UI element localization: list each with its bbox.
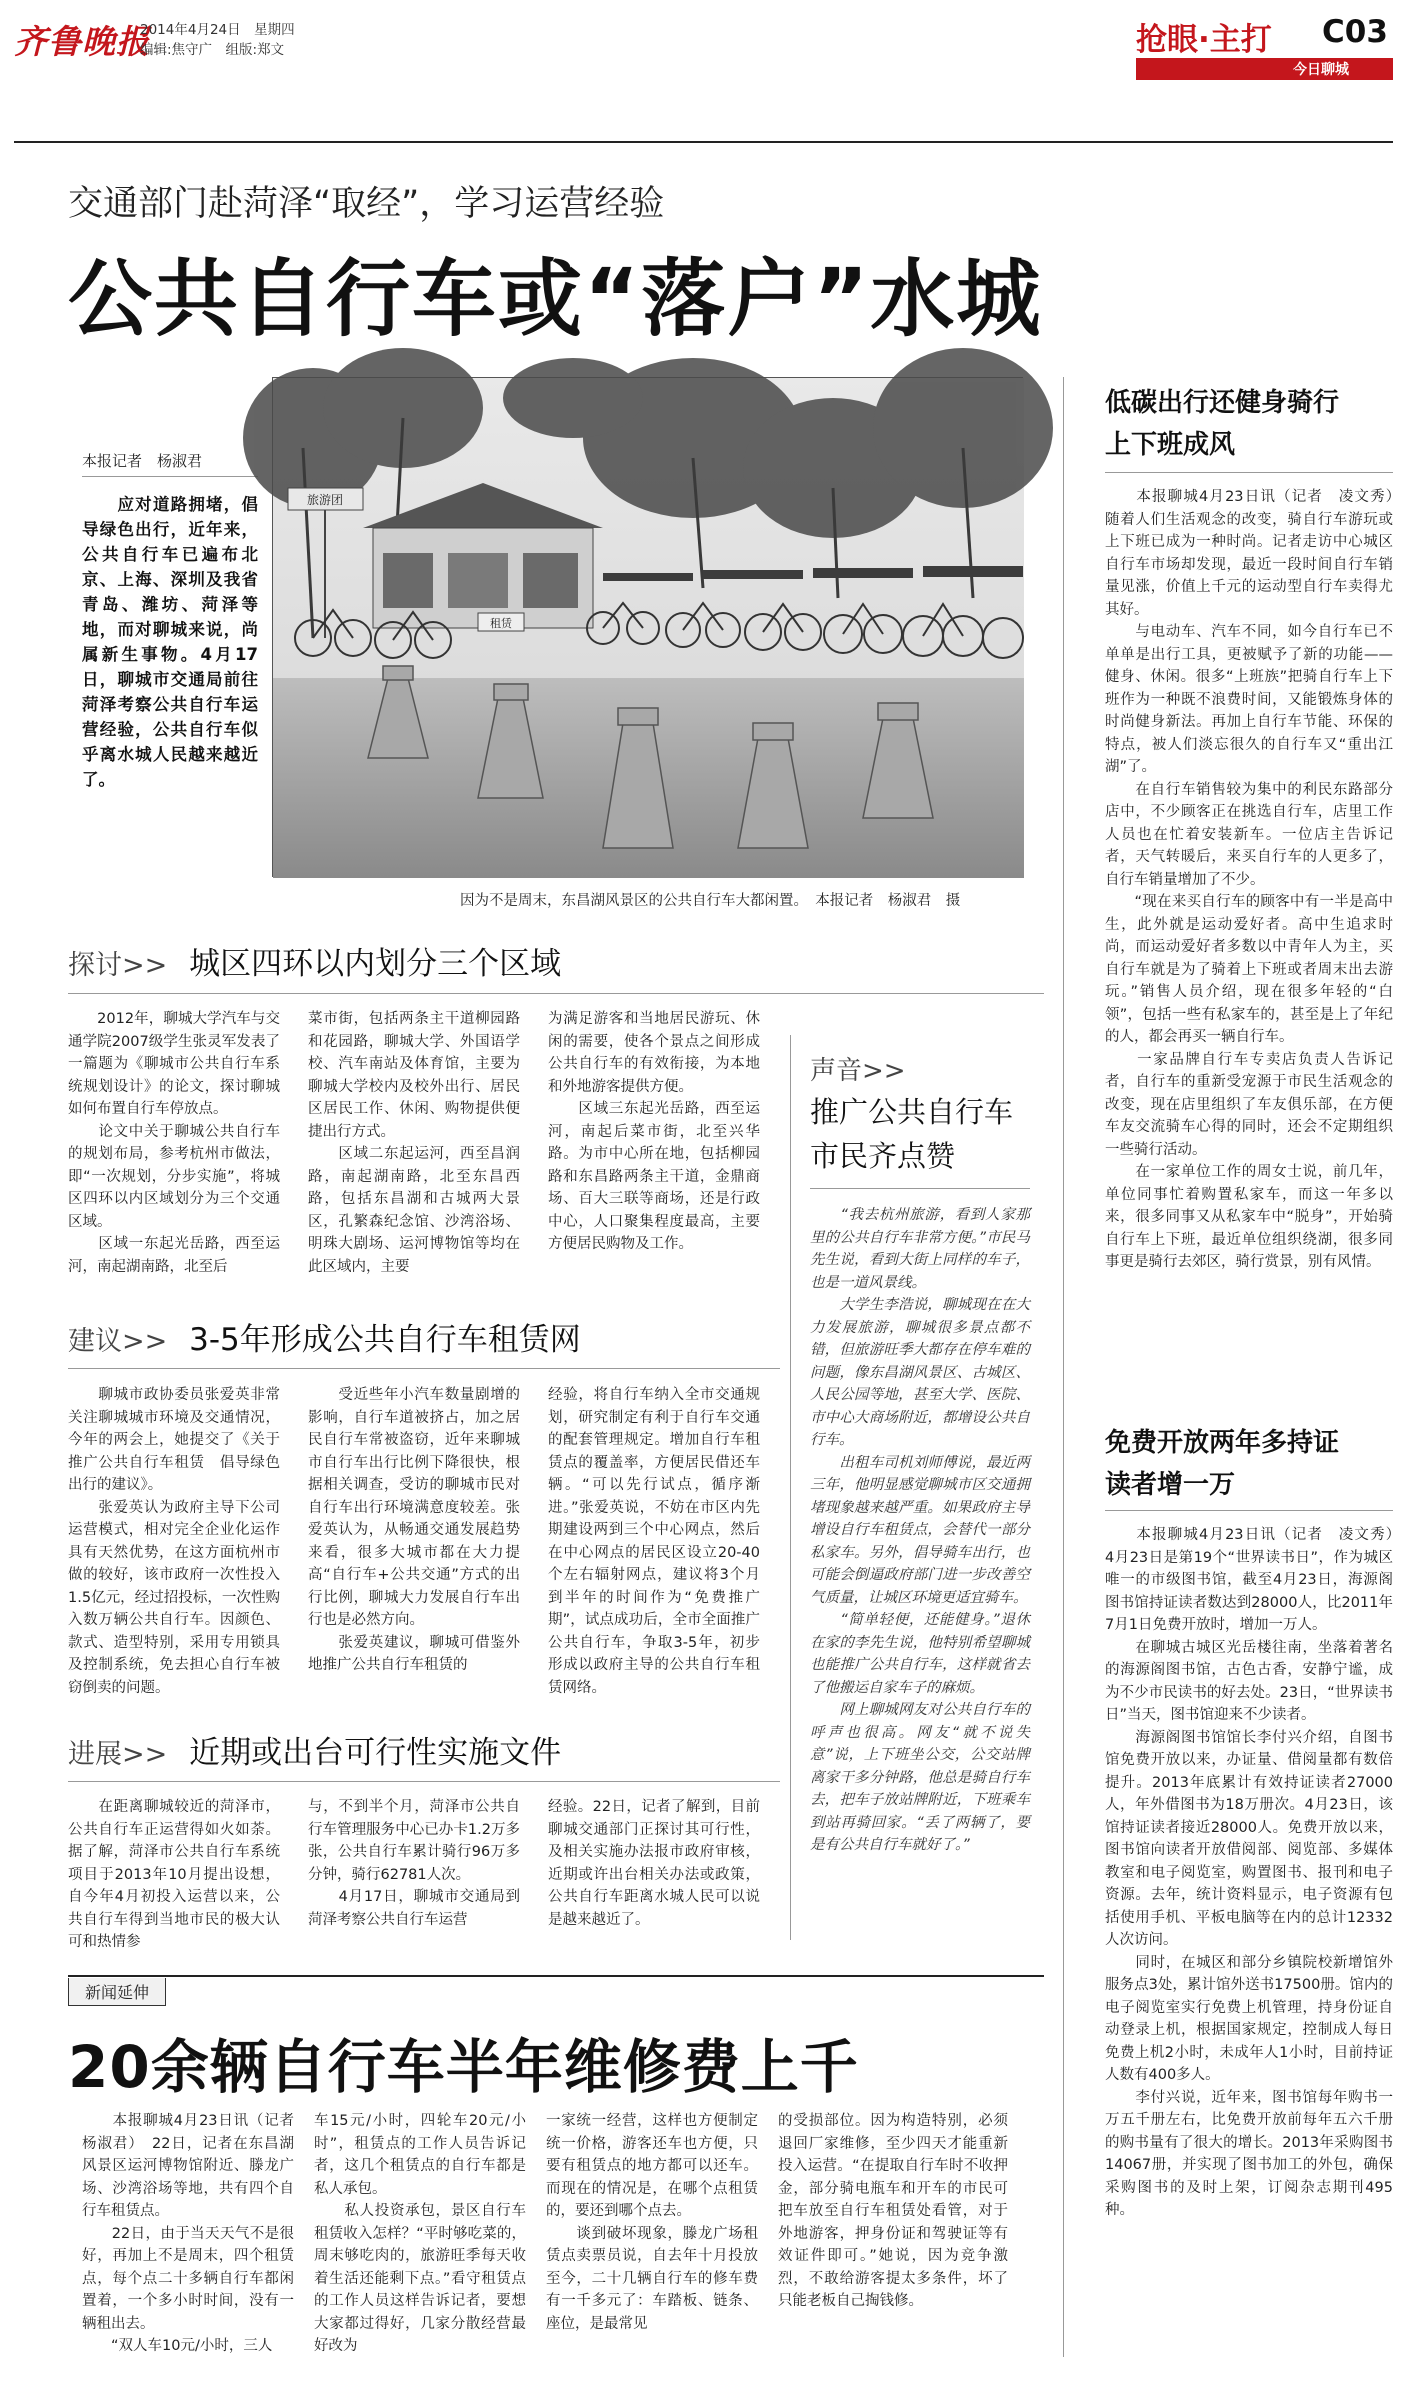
extension-col3: 一家统一经营，这样也方便制定统一价格，游客还车也方便，只要有租赁点的地方都可以还车。而现在的情况是，在哪个点租赁的，要还到哪个点去。 谈到破坏现象，滕龙广场租赁点卖票员说，自去年十月投放至今，二十几辆自行车的修车费有一千多元了：车踏板、链条、座位，是最常见 (546, 2113, 758, 2332)
section1-col2: 菜市街，包括两条主干道柳园路和花园路，聊城大学、外国语学校、汽车南站及体育馆，主要为聊城大学校内及校外出行、居民区居民工作、休闲、购物提供便捷出行方式。 区域二东起运河，西至昌润路，南起湖南路，北至东昌西路，包括东昌湖和古城两大景区，孔繁森纪念馆、沙湾浴场、明珠大剧场、运河博物馆等均在此区域内，主要 (308, 1011, 520, 1275)
masthead (0, 0, 1409, 80)
extension-col2: 车15元/小时，四轮车20元/小时”，租赁点的工作人员告诉记者，这几个租赁点的自行车都是私人承包。 私人投资承包，景区自行车租赁收入怎样？“平时够吃菜的，周末够吃肉的，旅游旺季每天收着生活还能剩下点。”看守租赁点的工作人员这样告诉记者，要想大家都过得好，几家分散经营最好改为 (314, 2113, 526, 2354)
issue-date: 2014年4月24日 星期四 (140, 22, 295, 38)
right2-body: 本报聊城4月23日讯（记者 凌文秀） 4月23日是第19个“世界读书日”，作为城区唯一的市级图书馆，截至4月23日，海源阁图书馆持证读者数达到28000人，比2011年7月1日免费开放时，增加一万人。 在聊城古城区光岳楼往南，坐落着著名的海源阁图书馆，古色古香，安静宁谧，成为不少市民读书的好去处。23日，“世界读书日”当天，图书馆迎来不少读者。 海源阁图书馆馆长李付兴介绍，自图书馆免费开放以来，办证量、借阅量都有数倍提升。2013年底累计有效持证读者27000人，年外借图书为18万册次。4月23日，该馆持证读者接近28000人。免费开放以来，图书馆向读者开放借阅部、阅览部、多媒体教室和电子阅览室，购置图书、报刊和电子资源。去年，统计资料显示，电子资源有包括使用手机、平板电脑等在内的总计12332人次访问。 同时，在城区和部分乡镇院校新增馆外服务点3处，累计馆外送书17500册。馆内的电子阅览室实行免费上机管理，持身份证自动登录上机，根据国家规定，控制成人每日免费上机2小时，未成年人1小时，目前持证人数有400多人。 李付兴说，近年来，图书馆每年购书一万五千册左右，比免费开放前每年五六千册的购书量有了很大的增长。2013年采购图书14067册，并实现了图书加工的外包，确保采购图书的及时上架，订阅杂志期刊495种。 (1105, 1527, 1393, 2218)
paper-logo: 齐鲁晚报 (14, 22, 150, 61)
main-byline: 本报记者 杨淑君 (82, 452, 203, 470)
section3-col1: 在距离聊城较近的菏泽市，公共自行车正运营得如火如荼。据了解，菏泽市公共自行车系统项目于2013年10月提出设想，自今年4月初投入运营以来，公共自行车得到当地市民的极大认可和热情参 (68, 1799, 280, 1950)
section2-heading (68, 1320, 581, 1362)
extension-col4: 的受损部位。因为构造特别，必须退回厂家维修，至少四天才能重新投入运营。“在提取自行车时不收押金，部分骑电瓶车和开车的市民可把车放至自行车租赁处看管，对于外地游客，押身份证和驾驶证等有效证件即可。”她说，因为竞争激烈，不敢给游客提太多条件，坏了只能老板自己掏钱修。 (778, 2113, 1008, 2309)
right1-body: 本报聊城4月23日讯（记者 凌文秀） 随着人们生活观念的改变，骑自行车游玩或上下班已成为一种时尚。记者走访中心城区自行车市场却发现，最近一段时间自行车销量见涨，价值上千元的运动型自行车卖得尤其好。 与电动车、汽车不同，如今自行车已不单单是出行工具，更被赋予了新的功能——健身、休闲。很多“上班族”把骑自行车上下班作为一种既不浪费时间，又能锻炼身体的时尚健身新法。再加上自行车节能、环保的特点，被人们淡忘很久的自行车又“重出江湖”了。 在自行车销售较为集中的利民东路部分店中，不少顾客正在挑选自行车，店里工作人员也在忙着安装新车。一位店主告诉记者，天气转暖后，来买自行车的人更多了，自行车销量增加了不少。 “现在来买自行车的顾客中有一半是高中生，此外就是运动爱好者。高中生追求时尚，而运动爱好者多数以中青年人为主，买自行车就是为了骑着上下班或者周末出去游玩。”销售人员介绍，现在很多年轻的“白领”，包括一些有私家车的，甚至是上了年纪的人，都会再买一辆自行车。 一家品牌自行车专卖店负责人告诉记者，自行车的重新受宠源于市民生活观念的改变，现在店里组织了车友俱乐部，在方便车友交流骑车心得的同时，还会不定期组织一些骑行活动。 在一家单位工作的周女士说，前几年，单位同事忙着购置私家车，而这一年多以来，很多同事又从私家车中“脱身”，开始骑自行车上下班，最近单位组织绕湖，很多同事更是骑行去郊区，骑行赏景，别有风情。 (1105, 489, 1393, 1270)
right1-title: 低碳出行还健身骑行上下班成风 (1105, 388, 1340, 460)
main-photo (272, 377, 1023, 877)
page-code: C03 (1322, 14, 1388, 50)
svg-text:租赁: 租赁 (490, 617, 512, 630)
section1-heading (68, 944, 561, 986)
section3-tag: 进展>> (68, 1739, 168, 1770)
extension-label: 新闻延伸 (68, 1978, 166, 2006)
extension-headline: 20余辆自行车半年维修费上千 (68, 2033, 859, 2101)
right2-rule (1105, 1510, 1393, 1511)
extension-col1: 本报聊城4月23日讯（记者 杨淑君） 22日，记者在东昌湖风景区运河博物馆附近、滕龙广场、沙湾浴场等地，共有四个自行车租赁点。 22日，由于当天天气不是很好，再加上不是周末，四个租赁点，每个点二十多辆自行车都闲置着，一个多小时时间，没有一辆租出去。 “双人车10元/小时，三人 (82, 2113, 294, 2354)
section2-col1: 聊城市政协委员张爱英非常关注聊城城市环境及交通情况，今年的两会上，她提交了《关于推广公共自行车租赁 倡导绿色出行的建议》。 张爱英认为政府主导下公司运营模式，相对完全企业化运作具有天然优势，在这方面杭州市做的较好，该市政府一次性投入1.5亿元，经过招投标，一次性购入数万辆公共自行车。因颜色、款式、造型特别，采用专用锁具及控制系统，免去担心自行车被窃倒卖的问题。 (68, 1387, 280, 1696)
byline-rule (82, 476, 258, 477)
section1-col1: 2012年，聊城大学汽车与交通学院2007级学生张灵军发表了一篇题为《聊城市公共自行车系统规划设计》的论文，探讨聊城如何布置自行车停放点。 论文中关于聊城公共自行车的规划布局，参考杭州市做法，即“一次规划，分步实施”，将城区四环以内区域划分为三个交通区域。 区域一东起光岳路，西至运河，南起湖南路，北至后 (68, 1011, 280, 1275)
section1-rule (68, 993, 1044, 994)
section3-col3: 经验。22日，记者了解到，目前聊城交通部门正探讨其可行性，及相关实施办法报市政府审核，近期或许出台相关办法或政策，公共自行车距离水城人民可以说是越来越近了。 (548, 1799, 760, 1928)
section3-rule (68, 1781, 780, 1782)
voice-body: “我去杭州旅游，看到人家那里的公共自行车非常方便。”市民马先生说，看到大街上同样的车子，也是一道风景线。 大学生李浩说，聊城现在在大力发展旅游，聊城很多景点都不错，但旅游旺季大都存在停车难的问题，像东昌湖风景区、古城区、人民公园等地，甚至大学、医院、市中心大商场附近，都增设公共自行车。 出租车司机刘师傅说，最近两三年，他明显感觉聊城市区交通拥堵现象越来越严重。如果政府主导增设自行车租赁点，会替代一部分私家车。另外，倡导骑车出行，也可能会倒逼政府部门进一步改善空气质量，让城区环境更适宜骑车。 “简单轻便，还能健身。”退休在家的李先生说，他特别希望聊城也能推广公共自行车，这样就省去了他搬运自家车子的麻烦。 网上聊城网友对公共自行车的呼声也很高。网友“就不说失意”说，上下班坐公交，公交站牌离家干多分钟路，他总是骑自行车去，把车子放站牌附近，下班乘车到站再骑回家。“丢了两辆了，要是有公共自行车就好了。” (810, 1207, 1030, 1853)
main-headline: 公共自行车或“落户”水城 (68, 250, 1043, 348)
photo-caption: 因为不是周末，东昌湖风景区的公共自行车大都闲置。 本报记者 杨淑君 摄 (460, 893, 961, 909)
section2-tag: 建议>> (68, 1326, 168, 1357)
section-title: 抢眼·主打 (1136, 22, 1272, 58)
section1-title: 城区四环以内划分三个区域 (189, 946, 562, 982)
section1-col3: 为满足游客和当地居民游玩、休闲的需要，使各个景点之间形成公共自行车的有效衔接，为本地和外地游客提供方便。 区域三东起光岳路，西至运河，南起后菜市街，北至兴华路。为市中心所在地，包括柳园路和东昌路两条主干道，金鼎商场、百大三联等商场，还是行政中心，人口聚集程度最高，主要方便居民购物及工作。 (548, 1011, 760, 1252)
voice-title: 推广公共自行车市民齐点赞 (810, 1095, 1014, 1173)
section1-tag: 探讨>> (68, 950, 168, 981)
section2-col2: 受近些年小汽车数量剧增的影响，自行车道被挤占，加之居民自行车常被盗窃，近年来聊城市自行车出行比例下降很快，根据相关调查，受访的聊城市民对自行车出行环境满意度较差。张爱英认为，从畅通交通发展趋势来看，很多大城市都在大力提高“自行车+公共交通”方式的出行比例，聊城大力发展自行车出行也是必然方向。 张爱英建议，聊城可借鉴外地推广公共自行车租赁的 (308, 1387, 520, 1673)
masthead-rule (14, 141, 1393, 143)
section-sub-bar (1136, 58, 1393, 80)
main-kicker: 交通部门赴菏泽“取经”，学习运营经验 (68, 184, 665, 224)
photo-illustration (273, 378, 1024, 878)
voice-divider (790, 1035, 791, 1940)
section2-col3: 经验，将自行车纳入全市交通规划，研究制定有利于自行车交通的配套管理规定。增加自行车租赁点的覆盖率，方便居民借还车辆。“可以先行试点，循序渐进。”张爱英说，不妨在市区内先期建设两到三个中心网点，然后在中心网点的居民区设立20-40个左右辐射网点，建议将3个月到半年的时间作为“免费推广期”，试点成功后，全市全面推广公共自行车，争取3-5年，初步形成以政府主导的公共自行车租赁网络。 (548, 1387, 760, 1696)
right1-rule (1105, 472, 1393, 473)
section3-col2: 与，不到半个月，菏泽市公共自行车管理服务中心已办卡1.2万多张，公共自行车累计骑行96万多分钟，骑行62781人次。 4月17日，聊城市交通局到菏泽考察公共自行车运营 (308, 1799, 520, 1928)
section-sub: 今日聊城 (1293, 62, 1349, 78)
extension-rule (68, 1975, 1044, 1977)
right-column-divider (1063, 377, 1064, 2357)
voice-rule (810, 1188, 1030, 1189)
section2-rule (68, 1368, 780, 1369)
svg-text:旅游团: 旅游团 (306, 493, 344, 507)
section2-title: 3-5年形成公共自行车租赁网 (189, 1322, 581, 1358)
editors-line: 编辑:焦守广 组版:郑文 (140, 42, 285, 58)
section3-heading (68, 1733, 561, 1775)
section3-title: 近期或出台可行性实施文件 (189, 1735, 562, 1771)
main-lead: 应对道路拥堵，倡导绿色出行，近年来，公共自行车已遍布北京、上海、深圳及我省青岛、潍坊、菏泽等地，而对聊城来说，尚属新生事物。4月17日，聊城市交通局前往菏泽考察公共自行车运营经验，公共自行车似乎离水城人民越来越近了。 (82, 495, 258, 789)
right2-title: 免费开放两年多持证读者增一万 (1105, 1428, 1340, 1500)
voice-tag: 声音>> (810, 1056, 906, 1086)
